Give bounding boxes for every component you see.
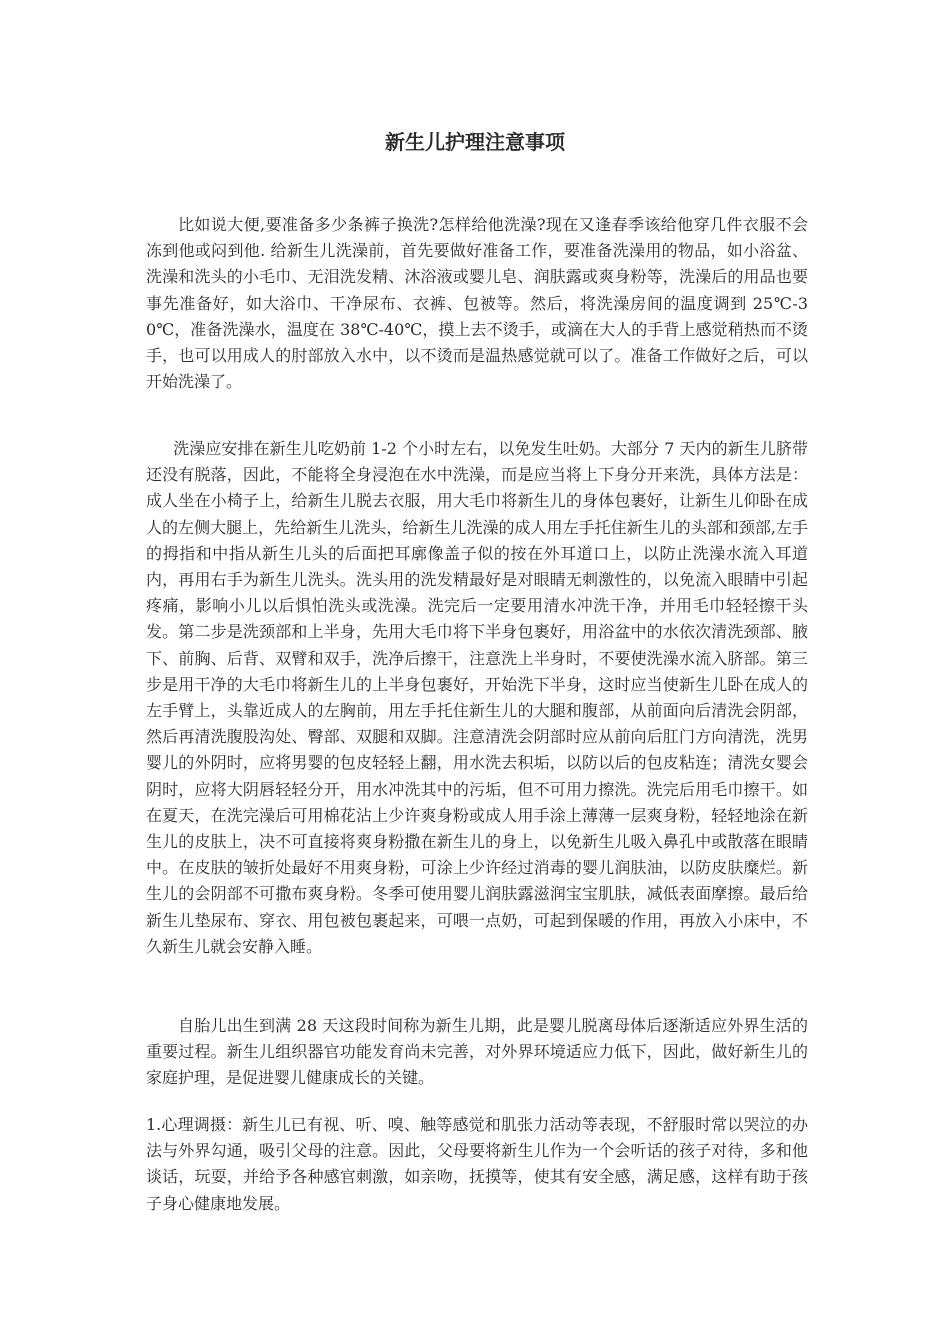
paragraph-psychological-care: 1.心理调摄：新生儿已有视、听、嗅、触等感觉和肌张力活动等表现，不舒服时常以哭泣的办法与外界勾通，吸引父母的注意。因此，父母要将新生儿作为一个会听话的孩子对待，多和他谈话，玩耍，并给予各种感官刺激，如亲吻，抚摸等，使其有安全感，满足感，这样有助于孩子身心健康地发展。 bbox=[146, 1115, 808, 1213]
page-title: 新生儿护理注意事项 bbox=[385, 130, 565, 154]
paragraph-newborn-period: 自胎儿出生到满 28 天这段时间称为新生儿期，此是婴儿脱离母体后逐渐适应外界生活的重要过程。新生儿组织器官功能发育尚未完善，对外界环境适应力低下，因此，做好新生儿的家庭护理，是促进婴儿健康成长的关键。 bbox=[146, 1016, 808, 1088]
paragraph-bath-preparation: 比如说大便,要准备多少条裤子换洗?怎样给他洗澡?现在又逢春季该给他穿几件衣服不会冻到他或闷到他. 给新生儿洗澡前，首先要做好准备工作，要准备洗澡用的物品，如小浴盆、洗澡和洗头的小毛巾、无泪洗发精、沐浴液或婴儿皂、润肤露或爽身粉等，洗澡后的用品也要事先准备好，如大浴巾、干净尿布、衣裤、包被等。然后，将洗澡房间的温度调到 25℃-30℃，准备洗澡水，温度在 38℃-40℃，摸上去不烫手，或滴在大人的手背上感觉稍热而不烫手，也可以用成人的肘部放入水中，以不烫而是温热感觉就可以了。准备工作做好之后，可以开始洗澡了。 bbox=[146, 215, 808, 392]
paragraph-bath-procedure: 洗澡应安排在新生儿吃奶前 1-2 个小时左右，以免发生吐奶。大部分 7 天内的新生儿脐带还没有脱落，因此，不能将全身浸泡在水中洗澡，而是应当将上下身分开来洗，具体方法是：成人坐在小椅子上，给新生儿脱去衣服，用大毛巾将新生儿的身体包裹好，让新生儿仰卧在成人的左侧大腿上，先给新生儿洗头，给新生儿洗澡的成人用左手托住新生儿的头部和颈部,左手的拇指和中指从新生儿头的后面把耳廓像盖子似的按在外耳道口上，以防止洗澡水流入耳道内，再用右手为新生儿洗头。洗头用的洗发精最好是对眼睛无刺激性的，以免流入眼睛中引起疼痛，影响小儿以后惧怕洗头或洗澡。洗完后一定要用清水冲洗干净，并用毛巾轻轻擦干头发。第二步是洗颈部和上半身，先用大毛巾将下半身包裹好，用浴盆中的水依次清洗颈部、腋下、前胸、后背、双臂和双手，洗净后擦干，注意洗上半身时，不要使洗澡水流入脐部。第三步是用干净的大毛巾将新生儿的上半身包裹好，开始洗下半身，这时应当使新生儿卧在成人的左手臂上，头靠近成人的左胸前，用左手托住新生儿的大腿和腹部，从前面向后清洗会阴部，然后再清洗腹股沟处、臀部、双腿和双脚。注意清洗会阴部时应从前向后肛门方向清洗，洗男婴儿的外阴时，应将男婴的包皮轻轻上翻，用水洗去积垢，以防以后的包皮粘连；清洗女婴会阴时，应将大阴唇轻轻分开，用水冲洗其中的污垢，但不可用力擦洗。洗完后用毛巾擦干。如在夏天，在洗完澡后可用棉花沾上少许爽身粉或成人用手涂上薄薄一层爽身粉，轻轻地涂在新生儿的皮肤上，决不可直接将爽身粉撒在新生儿的身上，以免新生儿吸入鼻孔中或散落在眼睛中。在皮肤的皱折处最好不用爽身粉，可涂上少许经过消毒的婴儿润肤油，以防皮肤糜烂。新生儿的会阴部不可撒布爽身粉。冬季可使用婴儿润肤露滋润宝宝肌肤，减低表面摩擦。最后给新生儿垫尿布、穿衣、用包被包裹起来，可喂一点奶，可起到保暖的作用，再放入小床中，不久新生儿就会安静入睡。 bbox=[146, 439, 808, 956]
